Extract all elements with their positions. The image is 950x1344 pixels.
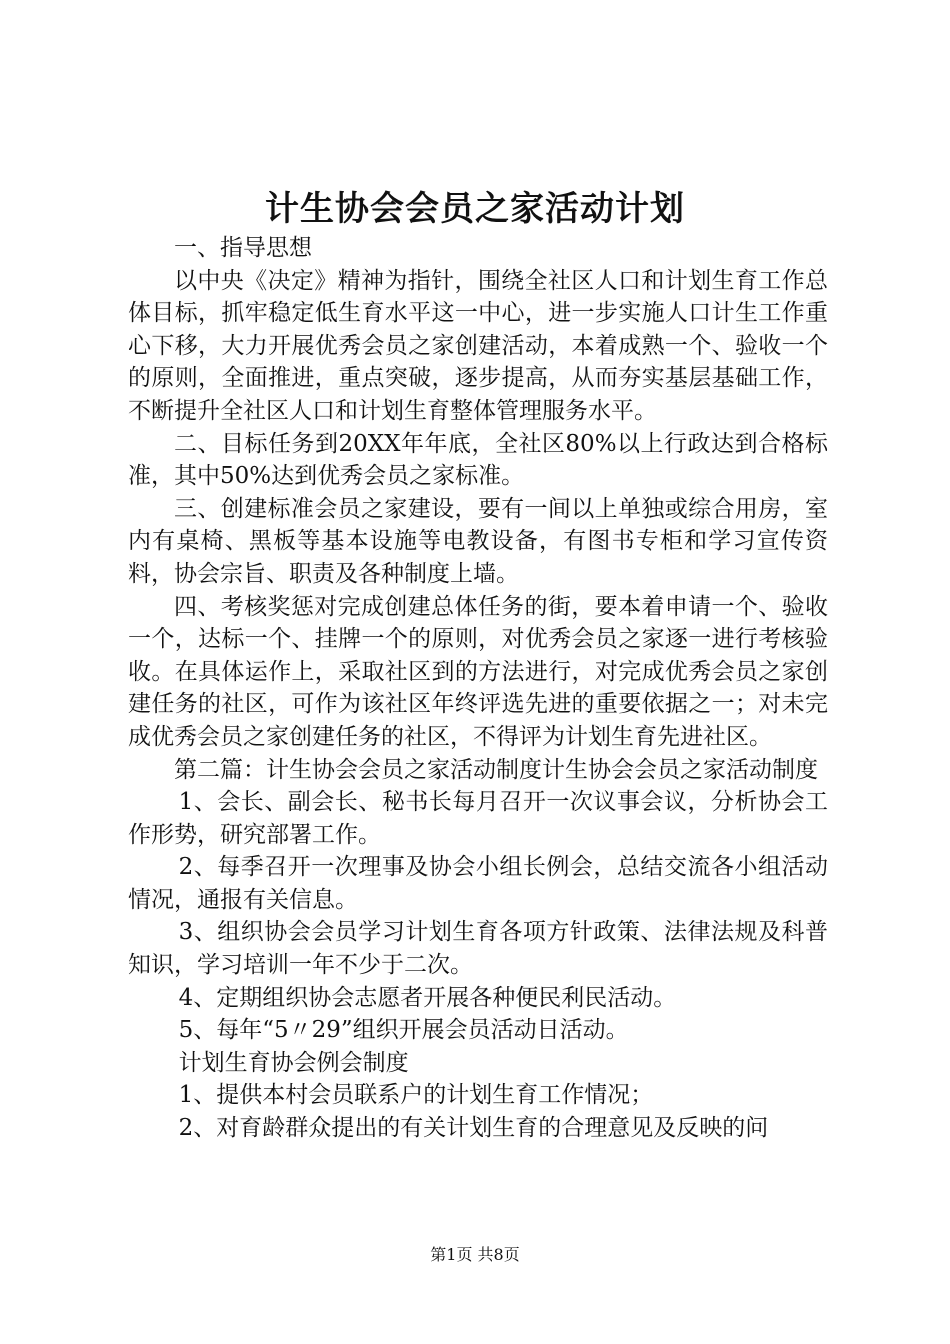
paragraph-3: 二、目标任务到20XX年年底，全社区80%以上行政达到合格标准，其中50%达到优秀会员之家标准。 [128,430,828,490]
paragraph-11: 5、每年“5〃29”组织开展会员活动日活动。 [178,1017,629,1044]
paragraph-4: 三、创建标准会员之家建设，要有一间以上单独或综合用房，室内有桌椅、黑板等基本设施等电教设备，有图书专柜和学习宣传资料，协会宗旨、职责及各种制度上墙。 [128,495,828,587]
document-body [128,232,828,1145]
paragraph-5: 四、考核奖惩对完成创建总体任务的街，要本着申请一个、验收一个，达标一个、挂牌一个的原则，对优秀会员之家逐一进行考核验收。在具体运作上，采取社区到的方法进行，对完成优秀会员之家创建任务的社区，可作为该社区年终评选先进的重要依据之一；对未完成优秀会员之家创建任务的社区，不得评为计划生育先进社区。 [128,593,828,750]
paragraph-8: 2、每季召开一次理事及协会小组长例会，总结交流各小组活动情况，通报有关信息。 [128,854,828,913]
paragraph-13: 1、提供本村会员联系户的计划生育工作情况； [178,1082,654,1109]
paragraph-9: 3、组织协会会员学习计划生育各项方针政策、法律法规及科普知识，学习培训一年不少于二次。 [128,919,828,979]
page-number-footer: 第1页 共8页 [430,1245,520,1264]
paragraph-7: 1、会长、副会长、秘书长每月召开一次议事会议，分析协会工作形势，研究部署工作。 [128,789,828,848]
document-title: 计生协会会员之家活动计划 [265,189,685,229]
paragraph-10: 4、定期组织协会志愿者开展各种便民利民活动。 [178,984,677,1011]
paragraph-1: 一、指导思想 [174,235,312,261]
paragraph-2: 以中央《决定》精神为指针，围绕全社区人口和计划生育工作总体目标，抓牢稳定低生育水平这一中心，进一步实施人口计生工作重心下移，大力开展优秀会员之家创建活动，本着成熟一个、验收一个的原则，全面推进，重点突破，逐步提高，从而夯实基层基础工作，不断提升全社区人口和计划生育整体管理服务水平。 [128,267,828,424]
paragraph-12: 计划生育协会例会制度 [178,1049,409,1076]
paragraph-6: 第二篇：计生协会会员之家活动制度计生协会会员之家活动制度 [174,756,818,783]
paragraph-14: 2、对育龄群众提出的有关计划生育的合理意见及反映的问 [178,1115,769,1142]
